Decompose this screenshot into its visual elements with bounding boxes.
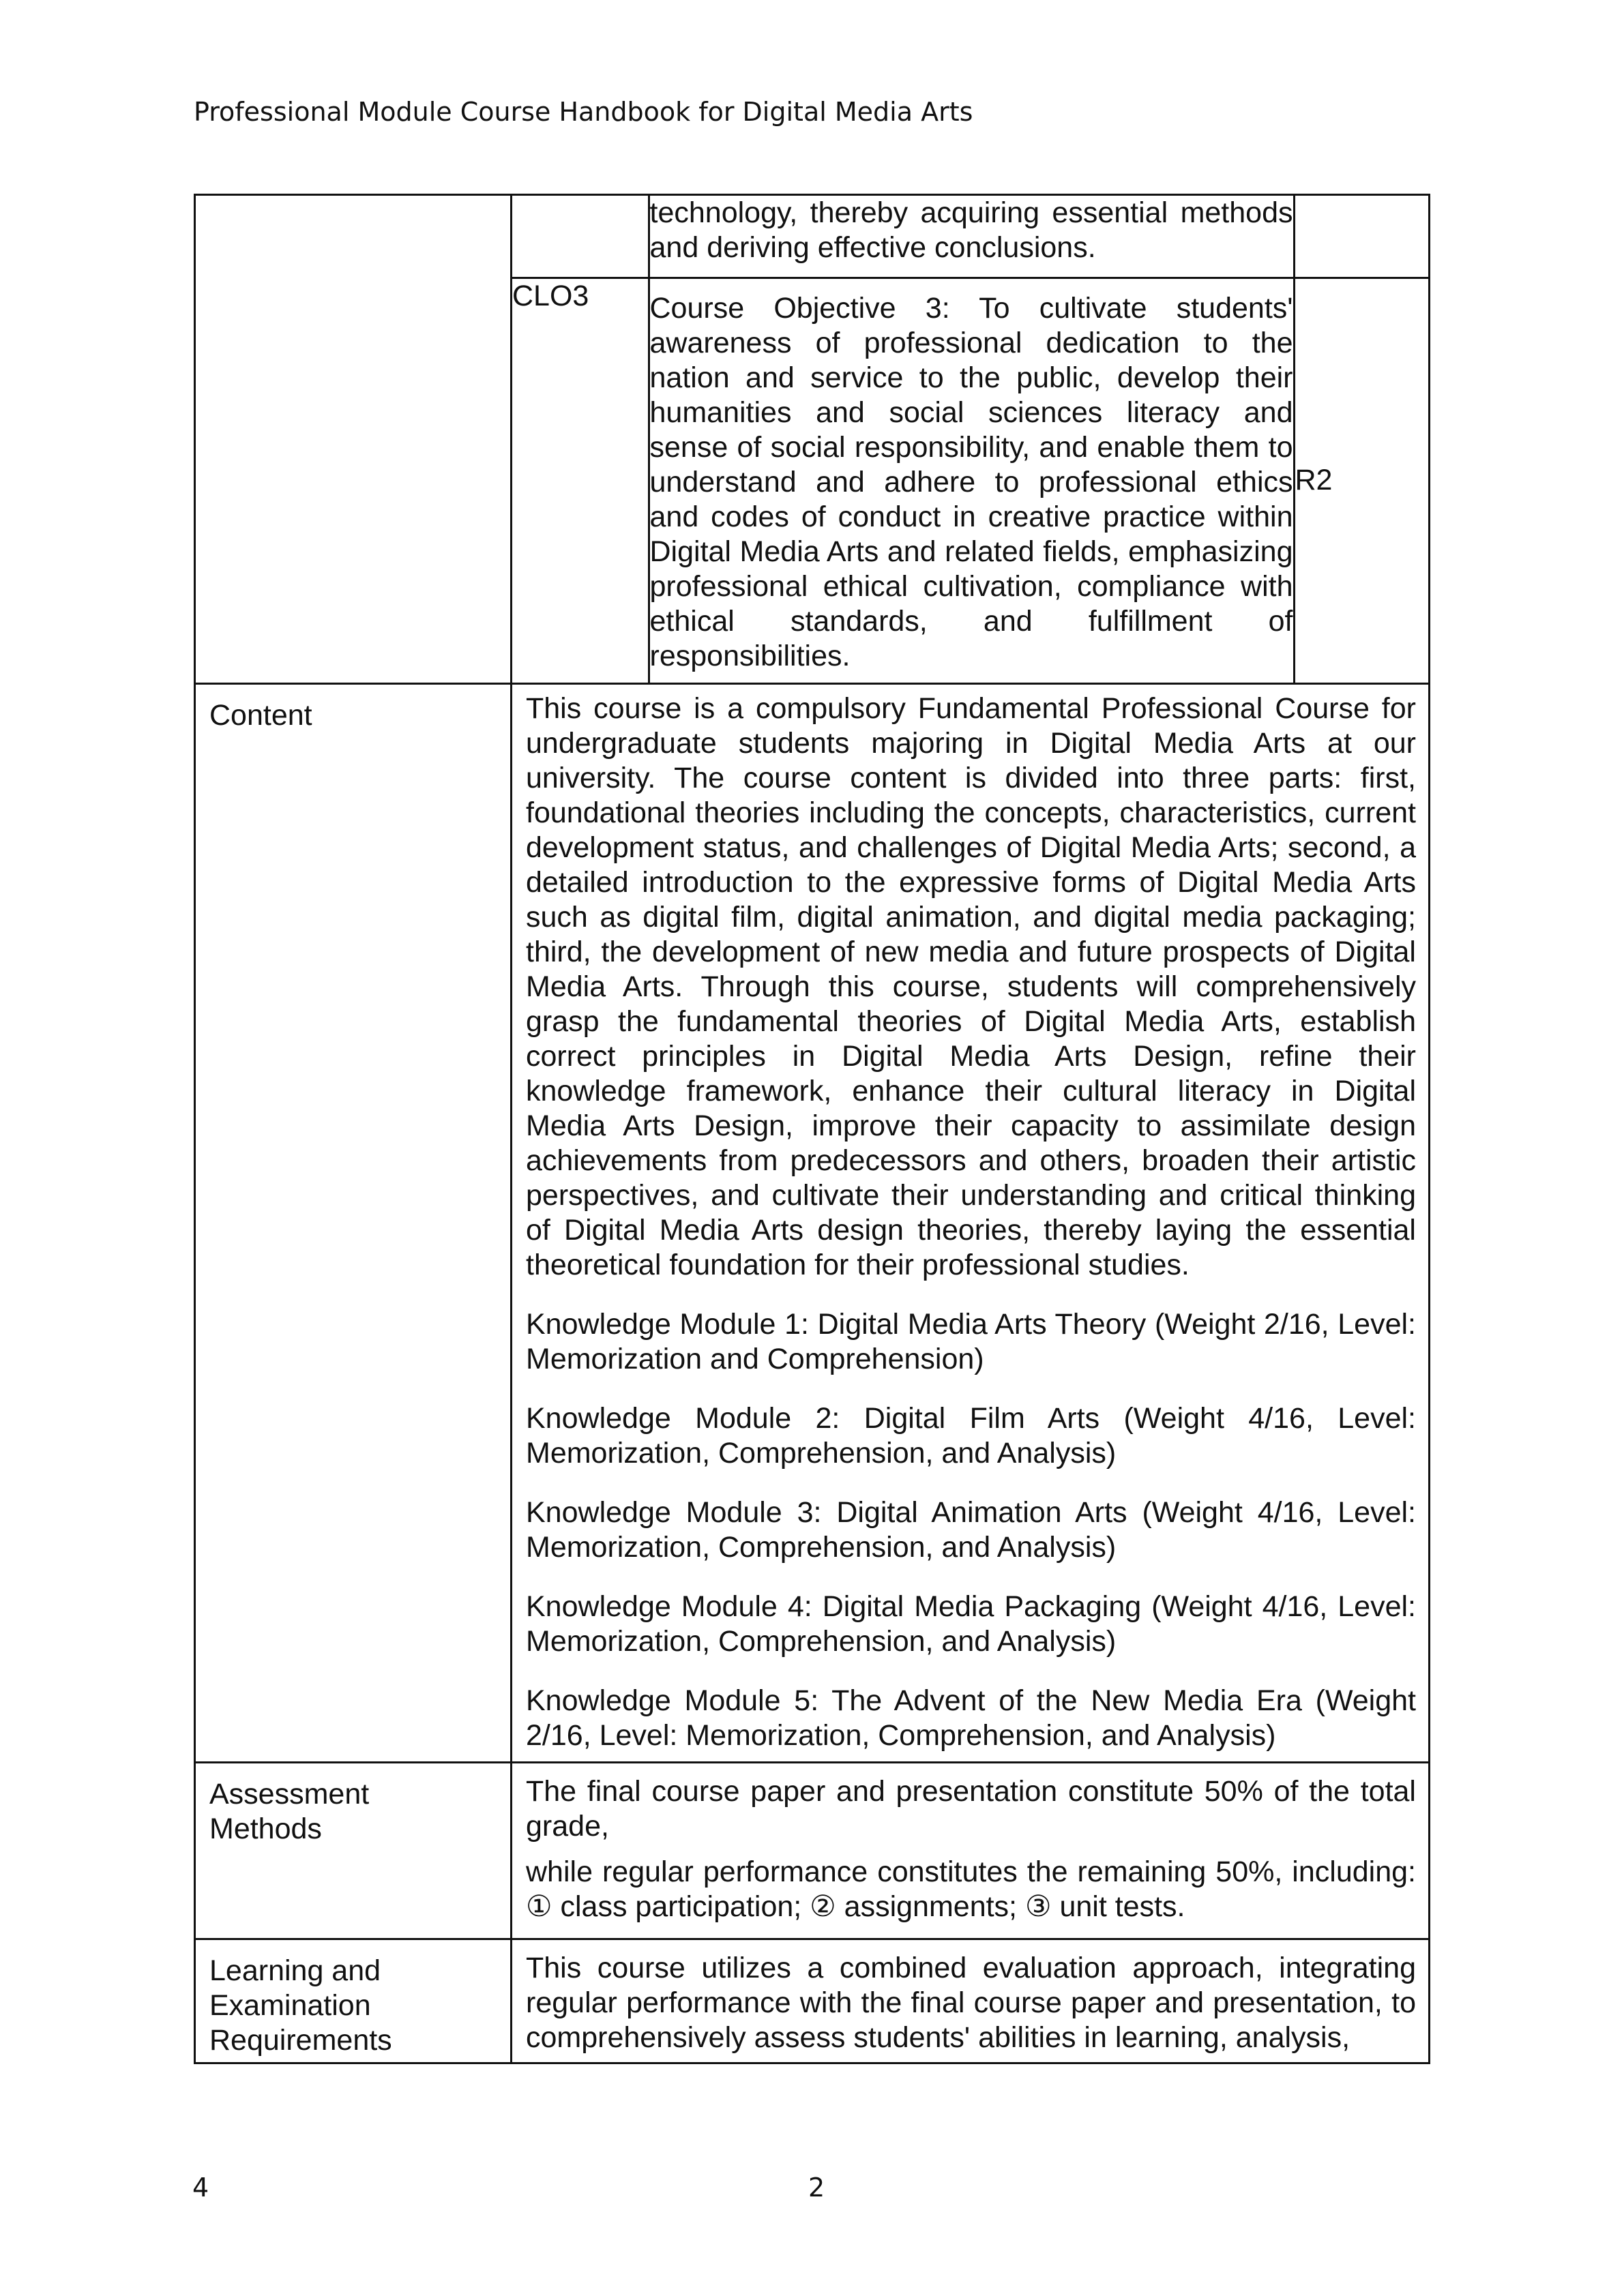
assessment-row bbox=[195, 1763, 1430, 1939]
knowledge-module-3: Knowledge Module 3: Digital Animation Arts (Weight 4/16, Level: Memorization, Comprehension, and Analysis) bbox=[526, 1496, 1416, 1564]
objectives-table bbox=[512, 196, 1430, 683]
page-header: Professional Module Course Handbook for Digital Media Arts bbox=[194, 97, 973, 127]
content-row bbox=[195, 684, 1430, 1763]
knowledge-module-1: Knowledge Module 1: Digital Media Arts Theory (Weight 2/16, Level: Memorization and Comprehension) bbox=[526, 1308, 1416, 1375]
learning-row bbox=[195, 1939, 1430, 2063]
objective-description: Course Objective 3: To cultivate students' awareness of professional dedication to the nation and service to the public, develop their humanities and social sciences literacy and sense of social responsibility, and enable them to understand and adhere to professional ethics and codes of conduct in creative practice within Digital Media Arts and related fields, emphasizing professional ethical cultivation, compliance with ethical standards, and fulfillment of responsibilities. bbox=[649, 278, 1294, 683]
objectives-label-cell bbox=[195, 195, 512, 684]
assessment-paragraph: The final course paper and presentation constitute 50% of the total grade, bbox=[526, 1775, 1416, 1843]
objective-code bbox=[512, 196, 649, 278]
assessment-label bbox=[195, 1763, 512, 1939]
page-number-center: 2 bbox=[808, 2173, 825, 2203]
objective-requirement bbox=[1294, 196, 1430, 278]
objectives-row bbox=[195, 195, 1430, 684]
knowledge-module-2: Knowledge Module 2: Digital Film Arts (Weight 4/16, Level: Memorization, Comprehension, and Analysis) bbox=[526, 1402, 1416, 1470]
knowledge-module-5: Knowledge Module 5: The Advent of the New Media Era (Weight 2/16, Level: Memorization, Comprehension, and Analysis) bbox=[526, 1684, 1416, 1752]
objective-row-clo3 bbox=[512, 278, 1430, 683]
learning-label-line: Requirements bbox=[209, 2024, 392, 2057]
learning-label-line: Examination bbox=[209, 1989, 371, 2022]
learning-label bbox=[195, 1939, 512, 2063]
learning-body bbox=[512, 1939, 1430, 2063]
assessment-label-line: Assessment bbox=[209, 1778, 370, 1810]
learning-label-line: Learning and bbox=[209, 1954, 381, 1987]
assessment-label-line: Methods bbox=[209, 1813, 322, 1845]
assessment-paragraph: while regular performance constitutes the remaining 50%, including: ① class participation; ② assignments; ③ unit tests. bbox=[526, 1855, 1416, 1923]
objective-row bbox=[512, 196, 1430, 278]
learning-paragraph: This course utilizes a combined evaluation approach, integrating regular performance with the final course paper and presentation, to comprehensively assess students' abilities in learning, analysis, bbox=[526, 1952, 1416, 2054]
knowledge-module-4: Knowledge Module 4: Digital Media Packaging (Weight 4/16, Level: Memorization, Comprehension, and Analysis) bbox=[526, 1590, 1416, 1658]
course-handbook-table bbox=[194, 194, 1430, 2064]
objective-code: CLO3 bbox=[512, 278, 649, 683]
objectives-cell bbox=[512, 195, 1430, 684]
content-intro: This course is a compulsory Fundamental Professional Course for undergraduate students majoring in Digital Media Arts at our university. The course content is divided into three parts: first, foundational theories including the concepts, characteristics, current development status, and challenges of Digital Media Arts; second, a detailed introduction to the expressive forms of Digital Media Arts such as digital film, digital animation, and digital media packaging; third, the development of new media and future prospects of Digital Media Arts. Through this course, students will comprehensively grasp the fundamental theories of Digital Media Arts, establish correct principles in Digital Media Arts Design, refine their knowledge framework, enhance their cultural literacy in Digital Media Arts Design, improve their capacity to assimilate design achievements from predecessors and others, broaden their artistic perspectives, and cultivate their understanding and critical thinking of Digital Media Arts design theories, thereby laying the essential theoretical foundation for their professional studies. bbox=[526, 692, 1416, 1281]
page-number-left: 4 bbox=[192, 2173, 209, 2203]
content-body bbox=[512, 684, 1430, 1763]
content-label: Content bbox=[195, 684, 512, 1763]
assessment-body bbox=[512, 1763, 1430, 1939]
objective-requirement: R2 bbox=[1294, 278, 1430, 683]
objective-description: technology, thereby acquiring essential methods and deriving effective conclusions. bbox=[649, 196, 1294, 278]
